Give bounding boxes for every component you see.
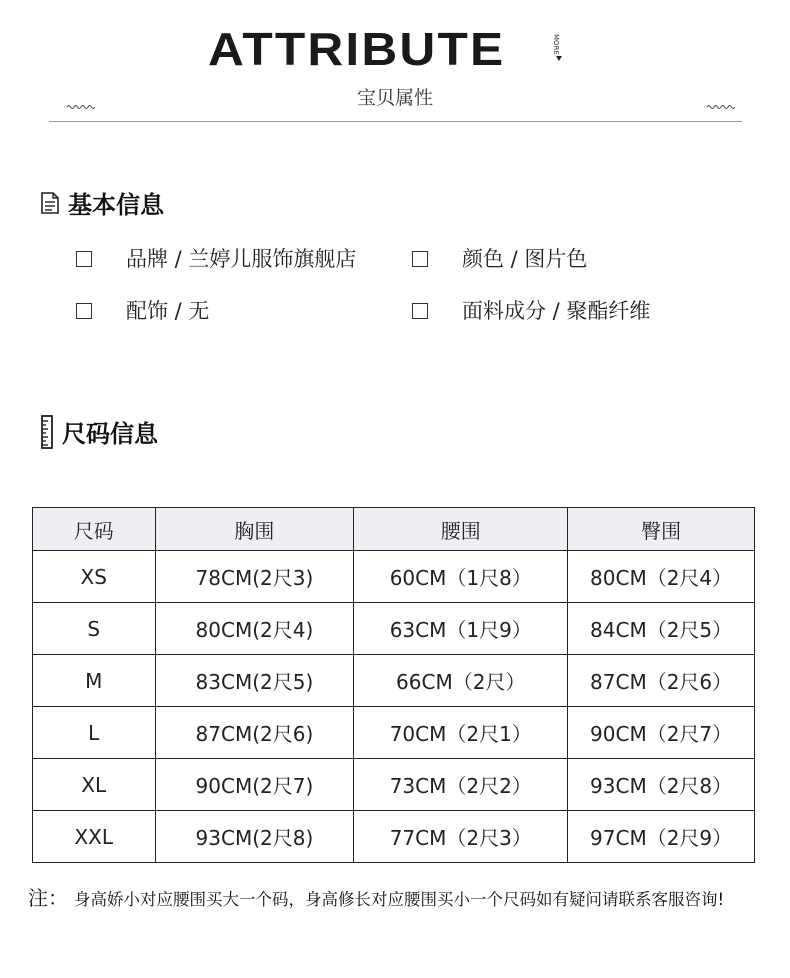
size-table [32,507,755,863]
cell-size: XS [33,551,156,603]
table-row [33,759,755,811]
table-row [33,551,755,603]
checkbox-icon [76,303,92,319]
attr-label: 配饰 / 无 [126,299,210,323]
col-header-waist: 腰围 [354,508,568,551]
more-arrow-icon[interactable] [556,56,562,61]
header-divider [49,121,742,122]
cell-size: XXL [33,811,156,863]
squiggle-right-icon [707,104,735,110]
attr-label: 品牌 / 兰婷儿服饰旗舰店 [126,247,357,271]
cell-hip: 90CM（2尺7） [568,707,755,759]
cell-waist: 77CM（2尺3） [354,811,568,863]
cell-hip: 87CM（2尺6） [568,655,755,707]
cell-waist: 70CM（2尺1） [354,707,568,759]
attr-item-accessory [76,297,209,325]
col-header-bust: 胸围 [155,508,354,551]
page-title: ATTRIBUTE [208,23,506,75]
attr-label: 面料成分 / 聚酯纤维 [462,299,651,323]
checkbox-icon [76,251,92,267]
page-subtitle: 宝贝属性 [356,87,433,109]
size-info-title: 尺码信息 [62,420,158,448]
cell-bust: 93CM(2尺8) [155,811,354,863]
attr-label: 颜色 / 图片色 [462,247,588,271]
cell-hip: 80CM（2尺4） [568,551,755,603]
cell-waist: 73CM（2尺2） [354,759,568,811]
table-row [33,603,755,655]
checkbox-icon [412,251,428,267]
attr-item-brand [76,245,356,273]
attr-item-color [412,245,587,273]
ruler-icon [40,415,54,453]
basic-info-heading [40,189,164,221]
size-note [28,882,724,911]
squiggle-left-icon [67,104,95,110]
cell-bust: 90CM(2尺7) [155,759,354,811]
cell-size: L [33,707,156,759]
checkbox-icon [412,303,428,319]
cell-hip: 93CM（2尺8） [568,759,755,811]
cell-bust: 80CM(2尺4) [155,603,354,655]
table-header-row [33,508,755,551]
col-header-size: 尺码 [33,508,156,551]
cell-bust: 87CM(2尺6) [155,707,354,759]
cell-waist: 63CM（1尺9） [354,603,568,655]
note-prefix: 注： [28,886,68,910]
basic-info-title: 基本信息 [68,191,164,219]
cell-size: M [33,655,156,707]
document-icon [40,192,60,218]
cell-size: S [33,603,156,655]
more-label[interactable]: MORE [552,34,560,55]
size-info-heading [40,418,158,450]
cell-hip: 97CM（2尺9） [568,811,755,863]
cell-hip: 84CM（2尺5） [568,603,755,655]
table-row [33,655,755,707]
col-header-hip: 臀围 [568,508,755,551]
attr-item-fabric [412,297,650,325]
cell-waist: 60CM（1尺8） [354,551,568,603]
cell-bust: 78CM(2尺3) [155,551,354,603]
table-row [33,707,755,759]
cell-size: XL [33,759,156,811]
cell-waist: 66CM（2尺） [354,655,568,707]
table-row [33,811,755,863]
cell-bust: 83CM(2尺5) [155,655,354,707]
note-text: 身高娇小对应腰围买大一个码，身高修长对应腰围买小一个尺码如有疑问请联系客服咨询! [74,890,725,909]
